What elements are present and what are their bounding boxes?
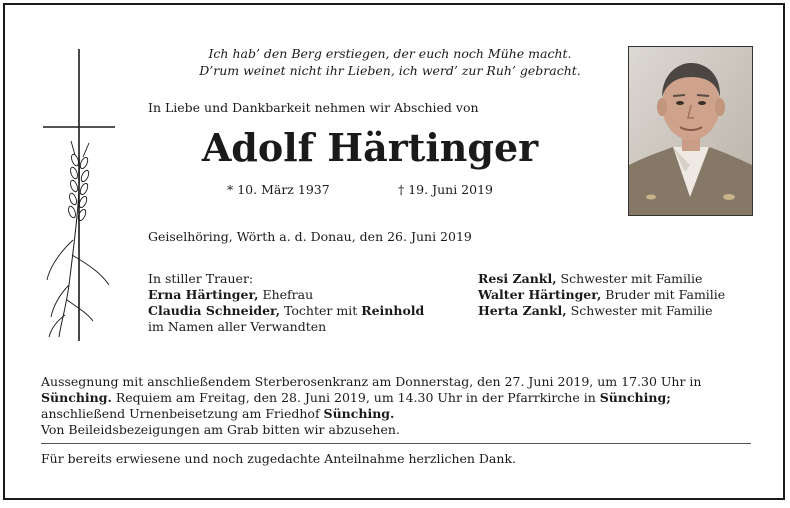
poem-line-2: D’rum weinet nicht ihr Lieben, ich werd’ zur Ruh’ gebracht. [199,63,581,78]
mourner-name: Walter Härtinger, [478,287,602,302]
poem-line-1: Ich hab’ den Berg erstiegen, der euch noch Mühe macht. [208,46,572,61]
cross-with-wheat-icon [39,45,119,345]
life-dates [215,182,515,200]
funeral-place: Sünching. [323,406,395,421]
mourners-left-column [148,271,468,335]
mourners-heading: In stiller Trauer: [148,271,254,286]
funeral-line-4: Von Beileidsbezeigungen am Grab bitten wir abzusehen. [41,422,400,437]
intro-text: In Liebe und Dankbarkeit nehmen wir Abschied von [148,100,479,115]
portrait-image [629,47,752,215]
mourner-name: Erna Härtinger, [148,287,259,302]
mourner-relation: Bruder mit Familie [601,287,726,302]
mourner-relation: Schwester mit Familie [566,303,713,318]
divider [41,443,751,444]
funeral-place: Sünching. [41,390,112,405]
mourners-footer: im Namen aller Verwandten [148,319,327,334]
mourner-name-partner: Reinhold [361,303,425,318]
mourners-right-column [478,271,758,319]
funeral-text: Requiem am Freitag, den 28. Juni 2019, um 14.30 Uhr in der Pfarrkirche in [111,390,600,405]
portrait-photo [628,46,753,216]
mourner-entry [478,271,758,287]
mourner-entry [478,287,758,303]
mourner-entry [148,287,468,303]
death-date: † 19. Juni 2019 [398,182,493,197]
mourner-name: Resi Zankl, [478,271,557,286]
birth-date: * 10. März 1937 [227,182,330,197]
funeral-text: anschließend Urnenbeisetzung am Friedhof [41,406,324,421]
obituary-notice [3,3,785,500]
place-and-date: Geiselhöring, Wörth a. d. Donau, den 26. Juni 2019 [148,229,472,244]
mourner-relation: Schwester mit Familie [556,271,703,286]
deceased-name: Adolf Härtinger [201,125,539,170]
mourner-entry [148,303,468,319]
mourner-relation: Tochter mit [280,303,362,318]
mourner-name: Claudia Schneider, [148,303,281,318]
funeral-place: Sünching; [599,390,671,405]
funeral-details [41,374,751,438]
mourner-name: Herta Zankl, [478,303,567,318]
funeral-line-1: Aussegnung mit anschließendem Sterberosenkranz am Donnerstag, den 27. Juni 2019, um 17.30 Uhr in [41,374,702,389]
funeral-line-2 [41,390,751,406]
mourner-relation: Ehefrau [258,287,314,302]
mourner-entry [478,303,758,319]
funeral-line-3 [41,406,751,422]
poem [155,45,625,79]
thanks-text: Für bereits erwiesene und noch zugedachte Anteilnahme herzlichen Dank. [41,451,516,466]
